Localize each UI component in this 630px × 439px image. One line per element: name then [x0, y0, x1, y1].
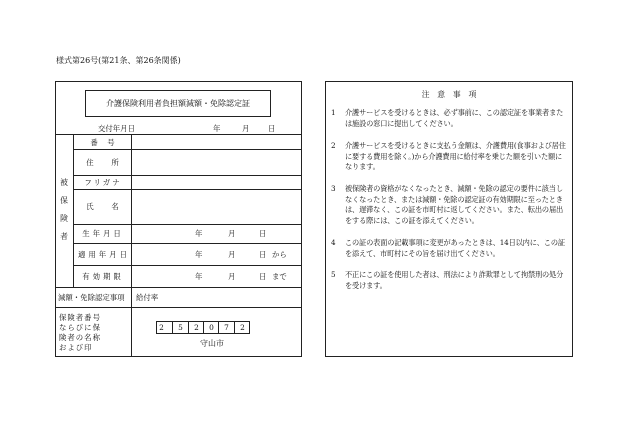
expiry-month: 月 — [228, 272, 236, 281]
start-date-day: 日 — [259, 250, 267, 259]
note-text: 不正にこの証を使用した者は、刑法により詐欺罪として拘禁刑の処分を受けます。 — [345, 270, 564, 290]
number-label: 番 号 — [90, 138, 116, 147]
name-label: 氏 名 — [86, 202, 120, 211]
rule-reduction — [55, 307, 302, 308]
birth-date-month: 月 — [228, 229, 236, 238]
birth-date-year: 年 — [195, 229, 203, 238]
notes-title: 注 意 事 項 — [421, 90, 477, 99]
start-date-year: 年 — [195, 250, 203, 259]
insurer-label-line4: および印 — [59, 343, 93, 352]
digit-divider — [188, 322, 189, 333]
note-item — [331, 108, 571, 132]
insurer-number — [157, 322, 249, 333]
insurer-number-digit: 0 — [209, 323, 214, 332]
note-text: 被保険者の資格がなくなったとき、減額・免除の認定の要件に該当しなくなったとき、または減額・免除の認定証の有効期限に至ったときは、遅滞なく、この証を市町村に返してください。また、転出の届出をする際には、この証を添えてください。 — [345, 184, 564, 225]
note-item — [331, 270, 571, 294]
issue-date-label: 交付年月日 — [98, 124, 135, 133]
note-text: 介護サービスを受けるときに支払う金額は、介護費用(食事および居住に要する費用を除く。)から介護費用に給付率を乗じた額を引いた額になります。 — [345, 141, 566, 171]
start-date-label: 適用年月日 — [78, 250, 130, 259]
expiry-year: 年 — [195, 272, 203, 281]
issue-date-year: 年 — [213, 124, 221, 133]
rule-address — [73, 175, 302, 176]
benefit-rate-label: 給付率 — [136, 293, 159, 302]
insured-label-2: 保 — [60, 196, 68, 205]
rule-top — [55, 134, 302, 135]
note-text: 介護サービスを受けるときは、必ず事前に、この認定証を事業者または施設の窓口に提出してください。 — [345, 108, 564, 128]
issue-date-day: 日 — [268, 124, 276, 133]
rule-furigana — [73, 189, 302, 190]
note-item — [331, 141, 571, 175]
rule-expiry — [55, 287, 302, 288]
insurer-number-digit: 2 — [240, 323, 245, 332]
insurer-name: 守山市 — [200, 339, 224, 348]
insured-label-3: 険 — [60, 214, 68, 223]
furigana-label: フリガナ — [84, 178, 122, 187]
insured-label-1: 被 — [60, 178, 68, 187]
digit-divider — [172, 322, 173, 333]
rule-birth — [73, 243, 302, 244]
digit-divider — [203, 322, 204, 333]
note-number: 5 — [331, 270, 336, 279]
note-number: 4 — [331, 238, 336, 247]
form-number: 様式第26号(第21条、第26条関係) — [56, 56, 181, 65]
reduction-label: 減額・免除認定事項 — [58, 293, 125, 302]
insurer-number-digit: 2 — [159, 323, 164, 332]
note-number: 1 — [331, 108, 336, 117]
expiry-suffix: まで — [272, 272, 287, 281]
digit-divider — [218, 322, 219, 333]
insurer-label-line3: 険者の名称 — [59, 333, 101, 342]
birth-date-day: 日 — [259, 229, 267, 238]
rule-label-col — [131, 134, 132, 357]
certificate-title: 介護保険利用者負担額減額・免除認定証 — [106, 99, 250, 108]
rule-start — [73, 265, 302, 266]
insurer-label-line1: 保険者番号 — [59, 313, 101, 322]
expiry-day: 日 — [259, 272, 267, 281]
rule-insured-col — [73, 134, 74, 287]
insurer-number-digit: 2 — [194, 323, 199, 332]
issue-date-month: 月 — [242, 124, 250, 133]
note-item — [331, 184, 571, 228]
insurer-label-line2: ならびに保 — [59, 323, 101, 332]
rule-name — [73, 224, 302, 225]
insurer-number-digit: 5 — [178, 323, 183, 332]
insured-label-4: 者 — [60, 232, 68, 241]
birth-date-label: 生年月日 — [82, 229, 124, 238]
rule-number — [73, 149, 302, 150]
expiry-label: 有効期限 — [82, 272, 124, 281]
insurer-number-digit: 7 — [224, 323, 229, 332]
note-item — [331, 238, 571, 262]
address-label: 住 所 — [86, 158, 120, 167]
note-number: 3 — [331, 184, 336, 193]
start-date-month: 月 — [228, 250, 236, 259]
digit-divider — [234, 322, 235, 333]
start-date-suffix: から — [272, 250, 287, 259]
note-number: 2 — [331, 141, 336, 150]
note-text: この証の表面の記載事項に変更があったときは、14日以内に、この証を添えて、市町村にその旨を届け出てください。 — [345, 238, 565, 258]
